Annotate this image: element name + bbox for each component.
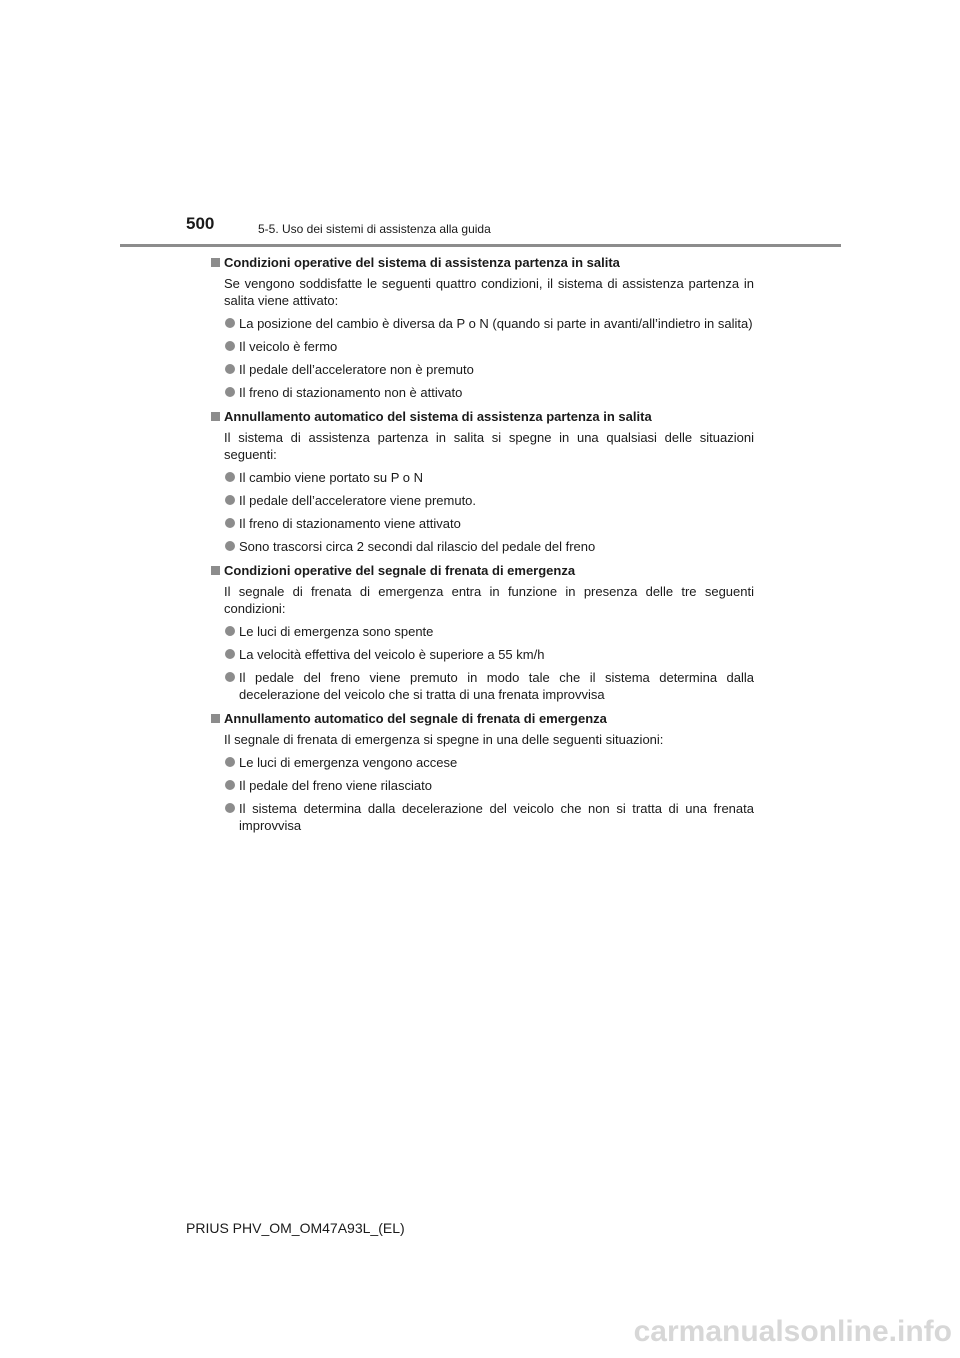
square-bullet-icon [211,258,220,267]
list-item: Sono trascorsi circa 2 secondi dal rilascio del pedale del freno [210,538,754,555]
circle-bullet-icon [225,803,235,813]
section-intro: Il segnale di frenata di emergenza entra in funzione in presenza delle tre seguenti condizioni: [224,584,754,616]
section-intro: Il segnale di frenata di emergenza si spegne in una delle seguenti situazioni: [224,732,664,747]
list-item: Il cambio viene portato su P o N [210,469,754,486]
list-item: Il pedale dell’acceleratore non è premuto [210,361,754,378]
header-rule [120,244,841,247]
section-heading: Condizioni operative del sistema di assistenza partenza in salita [210,254,754,271]
circle-bullet-icon [225,318,235,328]
circle-bullet-icon [225,472,235,482]
square-bullet-icon [211,714,220,723]
circle-bullet-icon [225,541,235,551]
circle-bullet-icon [225,780,235,790]
circle-bullet-icon [225,672,235,682]
circle-bullet-icon [225,518,235,528]
circle-bullet-icon [225,649,235,659]
list-item: Le luci di emergenza vengono accese [210,754,754,771]
circle-bullet-icon [225,495,235,505]
circle-bullet-icon [225,757,235,767]
circle-bullet-icon [225,626,235,636]
list-item: Le luci di emergenza sono spente [210,623,754,640]
square-bullet-icon [211,566,220,575]
section-title: 5-5. Uso dei sistemi di assistenza alla guida [258,222,491,236]
list-item: Il pedale del freno viene premuto in modo tale che il sistema determina dalla decelerazione del veicolo che si tratta di una frenata improvvisa [210,669,754,703]
page-number: 500 [186,214,215,233]
section-heading: Annullamento automatico del sistema di assistenza partenza in salita [210,408,754,425]
list-item: Il veicolo è fermo [210,338,754,355]
list-item: Il freno di stazionamento non è attivato [210,384,754,401]
circle-bullet-icon [225,387,235,397]
list-item: Il pedale dell’acceleratore viene premuto. [210,492,754,509]
section-intro: Se vengono soddisfatte le seguenti quattro condizioni, il sistema di assistenza partenza in salita viene attivato: [224,276,754,308]
list-item: La posizione del cambio è diversa da P o N (quando si parte in avanti/all’indietro in salita) [210,315,754,332]
circle-bullet-icon [225,341,235,351]
section-intro: Il sistema di assistenza partenza in salita si spegne in una qualsiasi delle situazioni seguenti: [224,430,754,462]
watermark: carmanualsonline.info [633,1315,952,1348]
circle-bullet-icon [225,364,235,374]
list-item: Il sistema determina dalla decelerazione del veicolo che non si tratta di una frenata improvvisa [210,800,754,834]
list-item: La velocità effettiva del veicolo è superiore a 55 km/h [210,646,754,663]
list-item: Il pedale del freno viene rilasciato [210,777,754,794]
section-heading: Annullamento automatico del segnale di frenata di emergenza [210,710,754,727]
manual-content [210,254,754,834]
list-item: Il freno di stazionamento viene attivato [210,515,754,532]
footer-doc-code: PRIUS PHV_OM_OM47A93L_(EL) [186,1220,405,1236]
section-heading: Condizioni operative del segnale di frenata di emergenza [210,562,754,579]
square-bullet-icon [211,412,220,421]
